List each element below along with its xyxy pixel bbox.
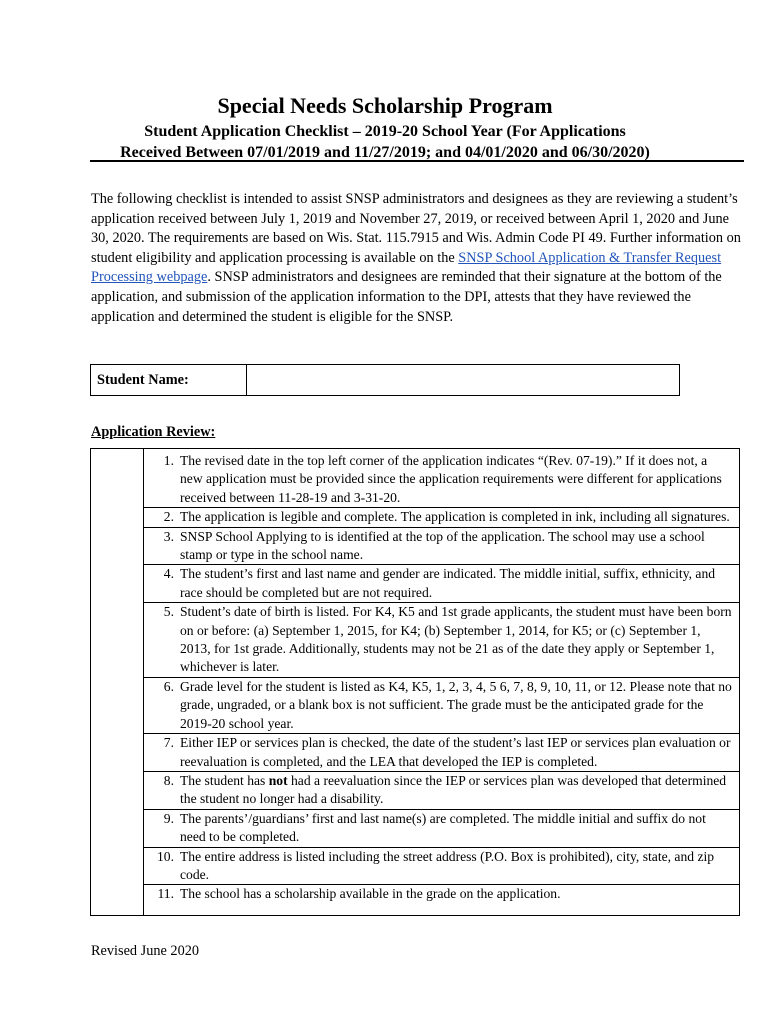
title-divider xyxy=(90,160,744,162)
checklist-item xyxy=(144,885,739,903)
checklist-item xyxy=(144,565,739,603)
item-text: The entire address is listed including the street address (P.O. Box is prohibited), city, state, and zip code. xyxy=(180,848,715,882)
item-number: 4. xyxy=(163,566,174,582)
checklist-item xyxy=(144,810,739,848)
student-name-table xyxy=(90,364,680,396)
item-text: The school has a scholarship available in the grade on the application. xyxy=(180,886,561,902)
snsp-processing-link[interactable]: SNSP School Application & Transfer Request Processing webpage xyxy=(91,249,722,286)
item-number: 5. xyxy=(163,604,174,620)
page-title: Special Needs Scholarship Program xyxy=(217,93,553,118)
intro-paragraph xyxy=(91,190,743,327)
checklist-column xyxy=(144,449,739,915)
item-text: The revised date in the top left corner of the application indicates “(Rev. 07-19).” If it does not, a new application must be provided since the application requirements were different for applications received between 11-28-19 and 3-31-20. xyxy=(180,453,722,505)
subtitle-line-1: Student Application Checklist – 2019-20 School Year (For Applications xyxy=(144,123,626,140)
intro-text-before-link: The following checklist is intended to assist SNSP administrators and designees as they are reviewing a student’s application received between July 1, 2019 and November 27, 2019, or received between April 1, 2020 and June 30, 2020. The requirements are based on Wis. Stat. 115.7915 and Wis. Admin Code PI 49. Further information on student eligibility and application processing is available on the xyxy=(91,191,741,266)
item-number: 10. xyxy=(157,848,174,864)
item-text: The student’s first and last name and gender are indicated. The middle initial, suffix, ethnicity, and race should be completed but are not required. xyxy=(180,566,716,600)
checklist-item xyxy=(144,678,739,734)
item-text: The application is legible and complete. The application is completed in ink, including all signatures. xyxy=(180,509,730,525)
checklist-item xyxy=(144,528,739,566)
item-number: 1. xyxy=(163,453,174,468)
revised-date-footer: Revised June 2020 xyxy=(91,943,200,959)
item-text-after-bold: had a reevaluation since the IEP or services plan was developed that determined the student no longer had a disability. xyxy=(180,772,727,807)
student-name-label: Student Name: xyxy=(91,365,247,395)
item-number: 3. xyxy=(163,528,174,544)
checklist-item xyxy=(144,452,739,508)
checklist xyxy=(144,452,739,904)
checkbox-column[interactable] xyxy=(91,449,144,915)
checklist-item xyxy=(144,734,739,772)
item-number: 6. xyxy=(163,678,174,694)
item-text: SNSP School Applying to is identified at the top of the application. The school may use a school stamp or type in the school name. xyxy=(180,528,705,563)
intro-text-after-link: . SNSP administrators and designees are reminded that their signature at the bottom of the application, and submission of the application information to the DPI, attests that they have reviewed the application and determined the student is eligible for the SNSP. xyxy=(91,269,722,325)
item-text-before-bold: The student has xyxy=(180,772,269,788)
item-number: 11. xyxy=(157,886,174,902)
page-subtitle xyxy=(60,121,710,163)
item-text xyxy=(180,772,739,809)
item-number: 8. xyxy=(163,772,174,788)
item-text: Student’s date of birth is listed. For K4, K5 and 1st grade applicants, the student must have been born on or before: (a) September 1, 2015, for K4; (b) September 1, 2014, for K5; or (c) September 1, 2013, for 1st grade. Additionally, students may not be 21 as of the date they apply or September 1, whichever is later. xyxy=(180,604,732,675)
checklist-item xyxy=(144,848,739,886)
checklist-item xyxy=(144,772,739,810)
item-text-bold: not xyxy=(268,772,288,788)
item-number: 2. xyxy=(163,509,174,525)
application-review-heading: Application Review: xyxy=(91,424,216,440)
item-text: Either IEP or services plan is checked, the date of the student’s last IEP or services plan evaluation or reevaluation is completed, and the LEA that developed the IEP is completed. xyxy=(180,735,731,769)
application-review-table xyxy=(90,448,740,916)
checklist-item xyxy=(144,603,739,678)
subtitle-line-2: Received Between 07/01/2019 and 11/27/2019; and 04/01/2020 and 06/30/2020) xyxy=(120,144,650,161)
item-number: 7. xyxy=(163,735,174,751)
checklist-item xyxy=(144,508,739,527)
student-name-field[interactable] xyxy=(247,365,679,395)
item-text: Grade level for the student is listed as K4, K5, 1, 2, 3, 4, 5 6, 7, 8, 9, 10, 11, or 12. Please note that no grade, ungraded, or a blank box is not sufficient. The grade must be the anticipated grade for the 2019-20 school year. xyxy=(180,678,732,731)
item-text: The parents’/guardians’ first and last name(s) are completed. The middle initial and suffix do not need to be completed. xyxy=(180,810,706,845)
item-number: 9. xyxy=(163,810,174,826)
